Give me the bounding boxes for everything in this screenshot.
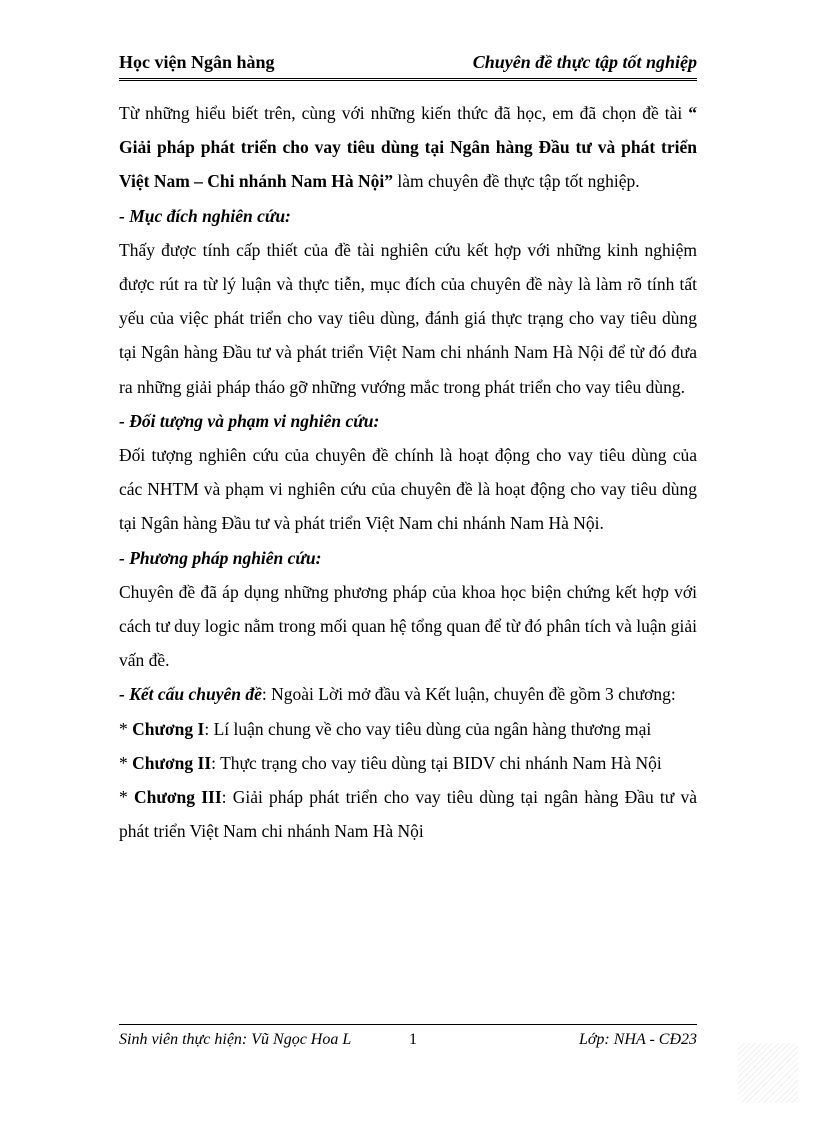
purpose-paragraph: Thấy được tính cấp thiết của đề tài nghiên cứu kết hợp với những kinh nghiệm được rút ra từ lý luận và thực tiễn, mục đích của chuyên đề này là làm rõ tính tất yếu của việc phát triển cho vay tiêu dùng, đánh giá thực trạng cho vay tiêu dùng tại Ngân hàng Đầu tư và phát triển Việt Nam chi nhánh Nam Hà Nội để từ đó đưa ra những giải pháp tháo gỡ những vướng mắc trong phát triển cho vay tiêu dùng. bbox=[119, 239, 697, 397]
page-corner-decoration bbox=[738, 1043, 798, 1103]
document-type: Chuyên đề thực tập tốt nghiệp bbox=[472, 52, 697, 72]
structure-heading: - Kết cấu chuyên đề bbox=[119, 684, 262, 705]
chapter-text: : Giải pháp phát triển cho vay tiêu dùng tại ngân hàng Đầu tư và phát triển Việt Nam chi nhánh Nam Hà Nội bbox=[119, 787, 697, 842]
intro-prefix: Từ những hiểu biết trên, cùng với những kiến thức đã học, em đã chọn đề tài bbox=[119, 103, 683, 123]
scope-heading: - Đối tượng và phạm vi nghiên cứu: bbox=[119, 410, 380, 431]
method-heading: - Phương pháp nghiên cứu: bbox=[119, 547, 322, 568]
chapter-text: : Thực trạng cho vay tiêu dùng tại BIDV chi nhánh Nam Hà Nội bbox=[211, 752, 662, 773]
chapter-bullet: * bbox=[119, 752, 133, 773]
page-number: 1 bbox=[409, 1031, 417, 1048]
scope-paragraph: Đối tượng nghiên cứu của chuyên đề chính là hoạt động cho vay tiêu dùng của các NHTM và phạm vi nghiên cứu của chuyên đề là hoạt động cho vay tiêu dùng tại Ngân hàng Đầu tư và phát triển Việt Nam chi nhánh Nam Hà Nội. bbox=[119, 445, 697, 534]
thesis-topic: “ Giải pháp phát triển cho vay tiêu dùng tại Ngân hàng Đầu tư và phát triển Việt Nam – Chi nhánh Nam Hà Nội” bbox=[119, 103, 697, 192]
intro-suffix: làm chuyên đề thực tập tốt nghiệp. bbox=[393, 171, 640, 192]
chapter-label: Chương II bbox=[132, 752, 212, 773]
page-header bbox=[119, 50, 697, 81]
structure-paragraph bbox=[119, 677, 697, 711]
chapter-label: Chương III bbox=[133, 787, 222, 808]
purpose-heading: - Mục đích nghiên cứu: bbox=[119, 205, 291, 226]
chapter-item bbox=[119, 746, 697, 780]
chapter-bullet: * bbox=[119, 718, 133, 739]
page-footer bbox=[119, 1024, 697, 1055]
chapter-bullet: * bbox=[119, 787, 134, 808]
document-body bbox=[119, 96, 697, 848]
intro-paragraph bbox=[119, 96, 697, 199]
chapter-text: : Lí luận chung về cho vay tiêu dùng của ngân hàng thương mại bbox=[204, 718, 652, 739]
class-code: Lớp: NHA - CĐ23 bbox=[578, 1031, 697, 1048]
chapter-label: Chương I bbox=[132, 718, 205, 739]
chapter-item bbox=[119, 712, 697, 746]
chapter-item bbox=[119, 780, 697, 848]
student-name: Sinh viên thực hiện: Vũ Ngọc Hoa L bbox=[119, 1031, 352, 1048]
method-paragraph: Chuyên đề đã áp dụng những phương pháp của khoa học biện chứng kết hợp với cách tư duy logic nằm trong mối quan hệ tổng quan để từ đó phân tích và luận giải vấn đề. bbox=[119, 581, 697, 671]
structure-text: : Ngoài Lời mở đầu và Kết luận, chuyên đề gồm 3 chương: bbox=[261, 684, 676, 705]
institution-name: Học viện Ngân hàng bbox=[119, 52, 275, 72]
